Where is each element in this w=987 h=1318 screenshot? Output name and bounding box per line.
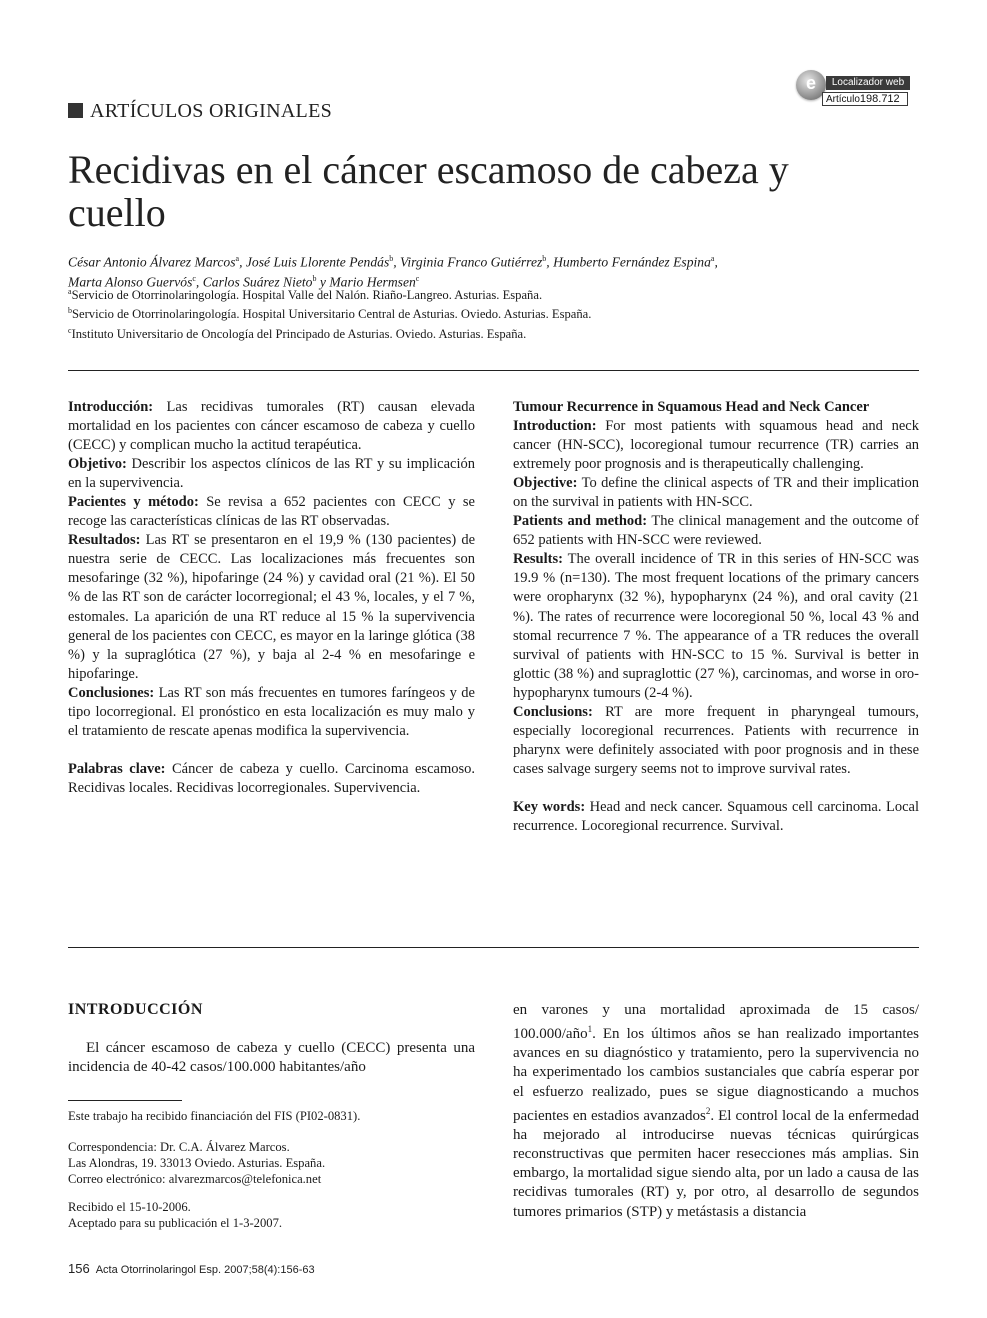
divider [68, 947, 919, 948]
abstract-english-title: Tumour Recurrence in Squamous Head and Neck Cancer [513, 399, 870, 415]
dates-note: Recibido el 15-10-2006. Aceptado para su publicación el 1-3-2007. [68, 1200, 283, 1230]
author-name: César Antonio Álvarez Marcos [68, 254, 236, 270]
affiliations [68, 284, 928, 342]
abstract-paragraph: Patients and method: The clinical management and the outcome of 652 patients with HN-SCC were reviewed. [513, 513, 919, 549]
funding-note: Este trabajo ha recibido financiación del FIS (PI02-0831). [68, 1109, 361, 1123]
abstract-paragraph: Objective: To define the clinical aspects of TR and their implication on the survival in patients with HN-SCC. [513, 475, 919, 511]
author-name: Carlos Suárez Nieto [202, 274, 313, 290]
abstract-paragraph: Resultados: Las RT se presentaron en el 19,9 % (130 pacientes) de nuestra serie de CECC. Las localizaciones más frecuentes son mesofaringe (32 %), hipofaringe (24 %) y cavidad oral (21 %). El 50 % de las RT son de carácter locorregional; el 43 %, locales, y el 7 %, estomales. La aparición de una RT reduce al 15 % la supervivencia general de los pacientes con CECC, es mayor en la laringe glótica (38 %) y la supraglótica (27 %), y baja al 2-4 % en mesofaringe e hipofaringe. [68, 532, 475, 682]
page-number: 156 [68, 1261, 90, 1276]
journal-citation: Acta Otorrinolaringol Esp. 2007;58(4):156-63 [95, 1264, 315, 1276]
affiliation: $^b$Servicio de Otorrinolaringología. Hospital Universitario Central de Asturias. Oviedo. Asturias. España. [68, 306, 592, 322]
body-paragraph: en varones y una mortalidad aproximada de 15 casos/ 100.000/año$^1$. En los últimos años se han realizado importantes avances en su diagnóstico y tratamiento, pero la supervivencia no ha experimentado los cambios sustanciales que cabría esperar por el esfuerzo realizado, pues se sigue diagnosticando a muchos pacientes en estadios avanzados$^2$. El control local de la enfermedad ha mejorado al introducirse nuevas técnicas quirúrgicas reconstructivas que permiten hacer resecciones más amplias. Sin embargo, la mortalidad sigue siendo alta, por un lado a causa de las recidivas tumorales (RT) y, por otro, al desarrollo de segundos tumores primarios (STP) y metástasis a distancia [513, 1002, 919, 1220]
email-link[interactable]: Correo electrónico: alvarezmarcos@telefonica.net [68, 1171, 322, 1186]
author-name: Marta Alonso Guervós [68, 274, 193, 290]
square-bullet-icon [68, 103, 83, 118]
affiliation: $^c$Instituto Universitario de Oncología del Principado de Asturias. Oviedo. Asturias. España. [68, 325, 527, 341]
abstract-paragraph: Introduction: For most patients with squamous head and neck cancer (HN-SCC), locoregional tumour recurrence (TR) carries an extremely poor prognosis and is therapeutically challenging. [513, 418, 919, 473]
abstract-paragraph: Conclusions: RT are more frequent in pharyngeal tumours, especially locoregional recurrences. Patients with recurrence in pharynx were definitely associated with poor prognosis and in these cases salvage surgery seems not to improve survival rates. [513, 703, 919, 777]
correspondence-note: Correspondencia: Dr. C.A. Álvarez Marcos. Las Alondras, 19. 33013 Oviedo. Asturias. España. Correo electrónico: alvarezmarcos@telefonica.net [68, 1140, 488, 1187]
author-name: José Luis Llorente Pendás [245, 254, 390, 270]
abstract-paragraph: Objetivo: Describir los aspectos clínicos de las RT y su implicación en la supervivencia. [68, 456, 475, 492]
badge-label: Localizador web [826, 76, 910, 90]
author-list: César Antonio Álvarez Marcos$^a$, José Luis Llorente Pendás$^b$, Virginia Franco Gutiérrez$^b$, Humberto Fernández Espina$^a$, Marta Alonso Guervós$^c$, Carlos Suárez Nieto$^b$ y Mario Hermsen$^c$ [68, 254, 718, 290]
abstract-paragraph: Pacientes y método: Se revisa a 652 pacientes con CECC y se recoge las características clínicas de las RT observadas. [68, 494, 475, 530]
keywords: Key words: Head and neck cancer. Squamous cell carcinoma. Local recurrence. Locoregional recurrence. Survival. [513, 798, 919, 834]
abstract-paragraph: Conclusiones: Las RT son más frecuentes en tumores faríngeos y de tipo locorregional. El pronóstico en esta localización es muy malo y el tratamiento de rescate apenas modifica la supervivencia. [68, 684, 475, 739]
abstract-paragraph: Introducción: Las recidivas tumorales (RT) causan elevada mortalidad en los pacientes con cáncer escamoso de cabeza y cuello (CECC) y complican mucho la actitud terapéutica. [68, 399, 475, 454]
affiliation: $^a$Servicio de Otorrinolaringología. Hospital Valle del Nalón. Riaño-Langreo. Asturias. España. [68, 287, 543, 303]
body-paragraph: El cáncer escamoso de cabeza y cuello (CECC) presenta una incidencia de 40-42 casos/100.000 habitantes/año [68, 1040, 475, 1076]
e-logo-icon: e [796, 70, 826, 100]
page-footer [68, 1261, 315, 1276]
footnote-divider [68, 1100, 182, 1101]
abstract-spanish [68, 398, 475, 798]
badge-article-id: Artículo198.712 [822, 92, 908, 106]
article-title: Recidivas en el cáncer escamoso de cabeza y cuello [68, 147, 789, 235]
author-name: Humberto Fernández Espina [553, 254, 711, 270]
reference-link[interactable]: 1 [587, 1024, 593, 1035]
divider [68, 370, 919, 371]
section-heading: INTRODUCCIÓN [68, 1001, 203, 1018]
abstract-paragraph: Results: The overall incidence of TR in this series of HN-SCC was 19.9 % (n=130). The most frequent locations of the primary cancers were oropharynx (32 %), hypopharynx (24 %), and oral cavity (21 %). The rates of recurrence were locoregional 50 %, local 43 % and stomal recurrence 7 %. The appearance of a TR reduces the overall survival of patients with HN-SCC to 15 %. Survival is better in glottic (38 %) and supraglottic (27 %), carcinomas, and worse in oro-hypopharynx tumours (2-4 %). [513, 551, 919, 701]
abstract-english [513, 398, 919, 836]
author-name: Mario Hermsen [329, 274, 416, 290]
author-name: Virginia Franco Gutiérrez [400, 254, 543, 270]
reference-link[interactable]: 2 [705, 1105, 711, 1116]
web-locator-badge[interactable] [796, 70, 910, 106]
section-label: ARTÍCULOS ORIGINALES [68, 100, 332, 123]
keywords: Palabras clave: Cáncer de cabeza y cuello. Carcinoma escamoso. Recidivas locales. Recidivas locorregionales. Supervivencia. [68, 760, 475, 796]
